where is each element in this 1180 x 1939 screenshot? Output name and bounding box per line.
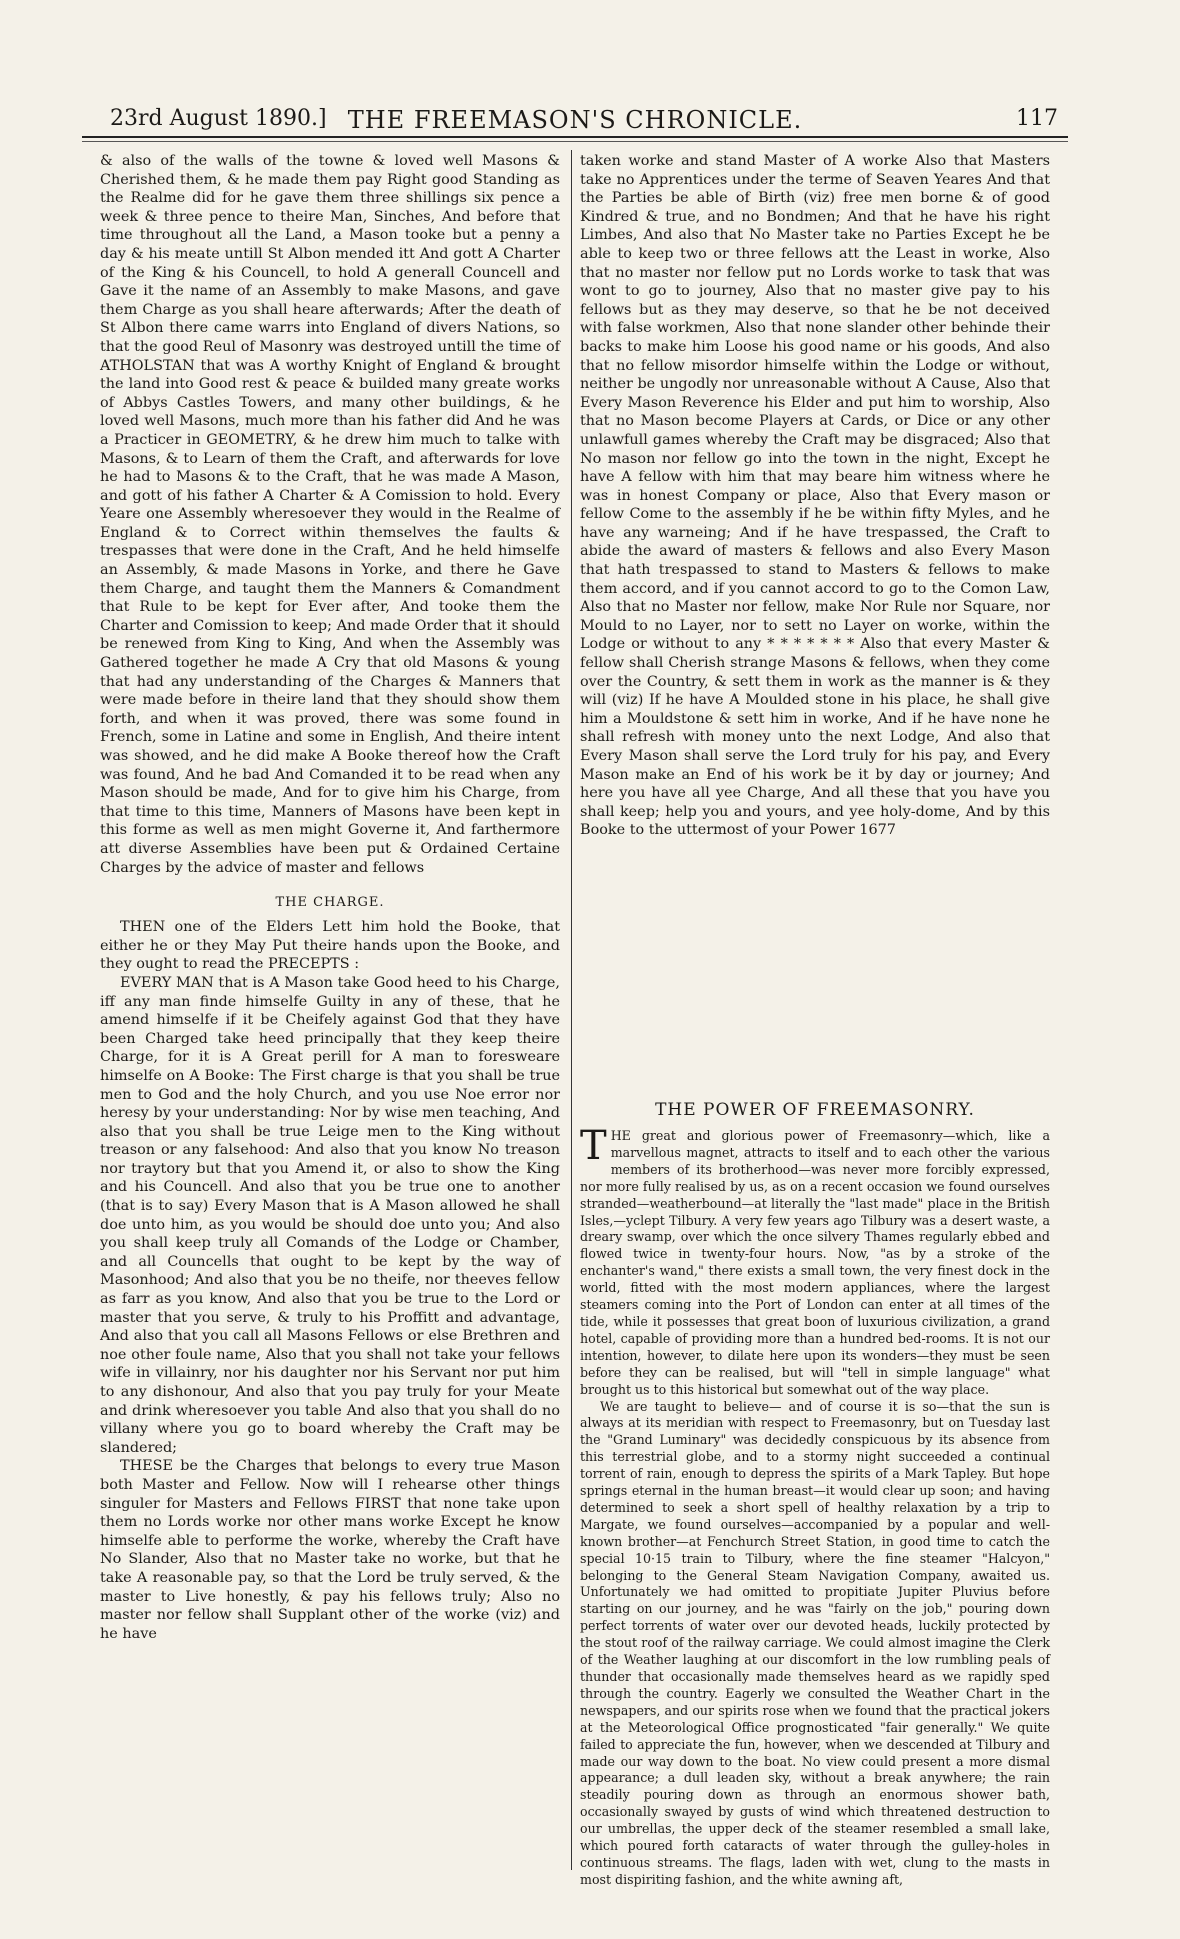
old-charges-paragraph-2: THEN one of the Elders Lett him hold the Booke, that either he or they May Put theire hands upon the Booke, and they ought to read the PRECEPTS : bbox=[100, 919, 560, 973]
left-column bbox=[100, 152, 560, 1862]
issue-date: 23rd August 1890.] bbox=[110, 106, 327, 131]
article-heading: THE POWER OF FREEMASONRY. bbox=[655, 1100, 975, 1120]
article-paragraph-1: HE great and glorious power of Freemasonry—which, like a marvellous magnet, attracts to itself and to each other the various members of its brotherhood—was never more forcibly expressed, nor more fully realised by us, as on a recent occasion we found ourselves stranded—weatherbound—at literally the "last made" place in the British Isles,—yclept Tilbury. A very few years ago Tilbury was a desert waste, a dreary swamp, over which the once silvery Thames regularly ebbed and flowed twice in twenty-four hours. Now, "as by a stroke of the enchanter's wand," there exists a small town, the very finest dock in the world, fitted with the most modern appliances, where the largest steamers coming into the Port of London can enter at all times of the tide, while it possesses that great boon of luxurious civilization, a grand hotel, capable of providing more than a hundred bed-rooms. It is not our intention, however, to dilate here upon its wonders—they must be seen before they can be realised, but will "tell in simple language" what brought us to this historical but somewhat out of the way place. bbox=[580, 1128, 1050, 1397]
charge-subheading: THE CHARGE. bbox=[275, 895, 385, 911]
right-column-continuation bbox=[580, 152, 1050, 1087]
old-charges-continuation: taken worke and stand Master of A worke Also that Masters take no Apprentices under the terme of Seaven Yeares And that the Parties be able of Birth (viz) free men borne & of good Kindred & true, and no Bondmen; And that he have his right Limbes, And also that No Master take no Parties Except he be able to keep two or three fellows att the Least in worke, Also that no master nor fellow put no Lords worke to task that was wont to go to journey, Also that no master give pay to his fellows but as they may deserve, so that he be not deceived with false workmen, Also that none slander other behinde their backs to make him Loose his good name or his goods, And also that no fellow misordor himselfe within the Lodge or without, neither be ungodly nor unreasonable without A Cause, Also that Every Mason Reverence his Elder and put him to worship, Also that no Mason become Players at Cards, or Dice or any other unlawfull games whereby the Craft may be disgraced; Also that No mason nor fellow go into the town in the night, Except he have A fellow with him that may beare him witness where he was in honest Company or place, Also that Every mason or fellow Come to the assembly if he be within fifty Myles, and he have any warneing; And if he have trespassed, the Craft to abide the award of masters & fellows and also Every Mason that hath trespassed to stand to Masters & fellows to make them accord, and if you cannot accord to go to the Comon Law, Also that no Master nor fellow, make Nor Rule nor Square, nor Mould to no Layer, nor to sett no Layer on worke, within the Lodge or without to any * * * * * * * Also that every Master & fellow shall Cherish strange Masons & fellows, when they come over the Country, & sett them in work as the manner is & they will (viz) If he have A Moulded stone in his place, he shall give him a Mouldstone & sett him in worke, And if he have none he shall refresh with money unto the next Lodge, And also that Every Mason shall serve the Lord truly for his pay, and Every Mason make an End of his work be it by day or journey; And here you have all yee Charge, And all these that you have you shall keep; help you and yours, and yee holy-dome, And by this Booke to the uttermost of your Power 1677 bbox=[580, 153, 1050, 839]
page-number: 117 bbox=[1016, 106, 1058, 131]
drop-cap: T bbox=[580, 1123, 607, 1169]
article-paragraph-2: We are taught to believe— and of course it is so—that the sun is always at its meridian with respect to Freemasonry, but on Tuesday last the "Grand Luminary" was decidedly conspicuous by its absence from this terrestrial globe, and to a stormy night succeeded a continual torrent of rain, enough to depress the spirits of a Mark Tapley. But hope springs eternal in the human breast—it would clear up soon; and having determined to seek a short spell of healthy relaxation by a trip to Margate, we found ourselves—accompanied by a popular and well-known brother—at Fenchurch Street Station, in good time to catch the special 10·15 train to Tilbury, where the fine steamer "Halcyon," belonging to the General Steam Navigation Company, awaited us. Unfortunately we had omitted to propitiate Jupiter Pluvius before starting on our journey, and he was "fairly on the job," pouring down perfect torrents of water over our devoted heads, luckily protected by the stout roof of the railway carriage. We could almost imagine the Clerk of the Weather laughing at our discomfort in the low rumbling peals of thunder that occasionally made themselves heard as we rapidly sped through the country. Eagerly we consulted the Weather Chart in the newspapers, and our spirits rose when we found that the practical jokers at the Meteorological Office prognosticated "fair generally." We quite failed to appreciate the fun, however, when we descended at Tilbury and made our way down to the boat. No view could present a more dismal appearance; a dull leaden sky, without a break anywhere; the rain steadily pouring down as through an enormous shower bath, occasionally swayed by gusts of wind which threatened destruction to our umbrellas, the upper deck of the steamer resembled a small lake, which poured forth cataracts of water through the gulley-holes in continuous streams. The flags, laden with wet, clung to the masts in most dispiriting fashion, and the white awning aft, bbox=[580, 1398, 1050, 1887]
old-charges-paragraph-3: EVERY MAN that is A Mason take Good heed to his Charge, iff any man finde himselfe Guilty in any of these, that he amend himselfe if it be Cheifely against God that they have been Charged take heed principally that they keep theire Charge, for it is A Great perill for A man to foresweare himselfe on A Booke: The First charge is that you shall be true men to God and the holy Church, and you use Noe error nor heresy by your understanding: Nor by wise men teaching, And also that you shall be true Leige men to the King without treason or any falsehood: And also that you know No treason nor traytory but that you Amend it, or also to show the King and his Councell. And also that you be true one to another (that is to say) Every Mason that is A Mason allowed he shall doe unto him, as you would be should doe unto you; And also you shall keep truly all Comands of the Lodge or Chamber, and all Councells that ought to be kept by the way of Masonhood; And also that you be no theife, nor theeves fellow as farr as you know, And also that you be true to the Lord or master that you serve, & truly to his Proffitt and advantage, And also that you call all Masons Fellows or else Brethren and noe other foule name, Also that you shall not take your fellows wife in villainry, nor his daughter nor his Servant nor put him to any dishonour, And also that you pay truly for your Meate and drink wheresoever you table And also that you shall do no villany where you go to board whereby the Craft may be slandered; bbox=[100, 974, 560, 1456]
page-header bbox=[82, 100, 1068, 140]
newspaper-page bbox=[82, 100, 1068, 1887]
old-charges-paragraph-1: & also of the walls of the towne & loved well Masons & Cherished them, & he made them pay Right good Standing as the Realme did for he gave them three shillings six pence a week & three pence to theire Man, Sinches, And before that time throughout all the Land, a Mason tooke but a penny a day & his meate untill St Albon mended itt And gott A Charter of the King & his Councell, to hold A generall Councell and Gave it the name of an Assembly to make Masons, and gave them Charge as you shall heare afterwards; After the death of St Albon there came warrs into England of divers Nations, so that the good Reul of Masonry was destroyed untill the time of ATHOLSTAN that was A worthy Knight of England & brought the land into Good rest & peace & builded many greate works of Abbys Castles Towers, and many other buildings, & he loved well Masons, much more than his father did And he was a Practicer in GEOMETRY, & he drew him much to talke with Masons, & to Learn of them the Craft, and afterwards for love he had to Masons & to the Craft, that he was made A Mason, and gott of his father A Charter & A Comission to hold. Every Yeare one Assembly wheresoever they would in the Realme of England & to Correct within themselves the faults & trespasses that were done in the Craft, And he held himselfe an Assembly, & made Masons in Yorke, and there he Gave them Charge, and taught them the Manners & Comandment that Rule to be kept for Ever after, And tooke them the Charter and Comission to keep; And made Order that it should be renewed from King to King, And when the Assembly was Gathered together he made A Cry that old Masons & young that had any understanding of the Charges & Manners that were made before in theire land that they should show them forth, and when it was proved, there was some found in French, some in Latine and some in English, And theire intent was showed, and he did make A Booke thereof how the Craft was found, And he bad And Comanded it to be read when any Mason should be made, And for to give him his Charge, from that time to this time, Manners of Masons have been kept in this forme as well as men might Governe it, And farthermore att diverse Assemblies have been put & Ordained Certaine Charges by the advice of master and fellows bbox=[100, 153, 560, 876]
column-divider bbox=[571, 150, 572, 1870]
publication-title: THE FREEMASON'S CHRONICLE. bbox=[347, 106, 803, 134]
header-rule bbox=[82, 136, 1068, 138]
header-rule-thin bbox=[82, 141, 1068, 142]
power-of-freemasonry-article bbox=[580, 1100, 1050, 1887]
old-charges-paragraph-4: THESE be the Charges that belongs to every true Mason both Master and Fellow. Now will I rehearse other things singuler for Masters and Fellows FIRST that none take upon them no Lords worke nor other mans worke Except he know himselfe able to performe the worke, whereby the Craft have No Slander, Also that no Master take no worke, but that he take A reasonable pay, so that the Lord be truly served, & the master to Live honestly, & pay his fellows truly; Also no master nor fellow shall Supplant other of the worke (viz) and he have bbox=[100, 1458, 560, 1642]
